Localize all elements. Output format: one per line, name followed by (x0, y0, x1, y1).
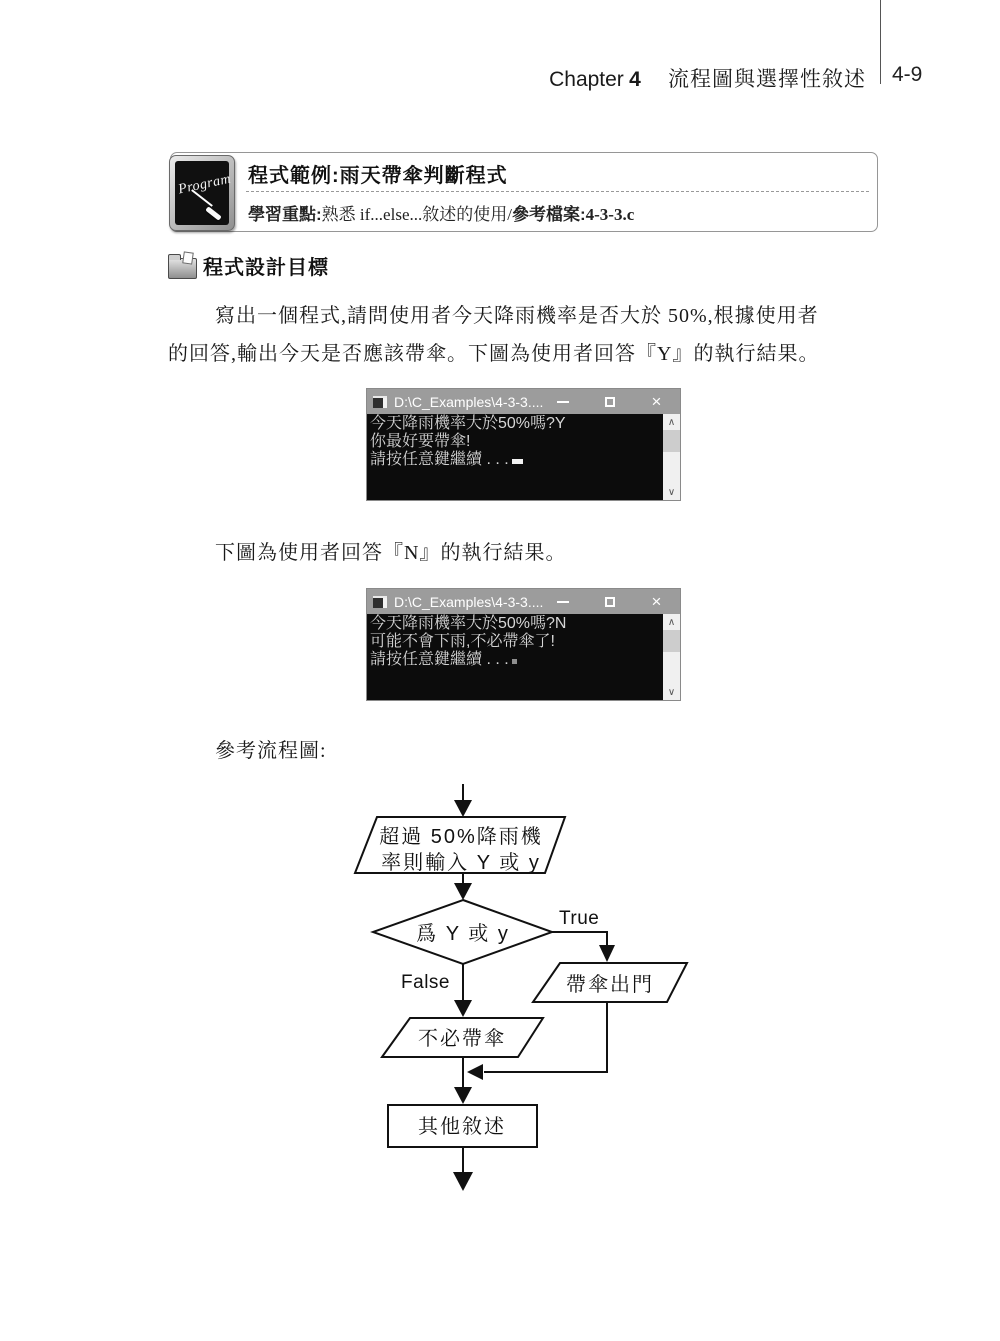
maximize-button[interactable] (586, 389, 633, 414)
minimize-icon (557, 601, 569, 603)
chapter-title: 流程圖與選擇性敘述 (668, 67, 866, 91)
minimize-icon (557, 401, 569, 403)
example-title: 程式範例:雨天帶傘判斷程式 (248, 165, 508, 187)
arrowhead-down-icon (454, 1000, 472, 1017)
folder-sheet (182, 251, 194, 264)
maximize-icon (605, 597, 615, 607)
decision-text: 爲 Y 或 y (416, 923, 510, 945)
chapter-label: Chapter (549, 68, 624, 91)
example-subtitle (248, 200, 634, 225)
scroll-down-icon[interactable]: ∨ (667, 686, 676, 698)
maximize-icon (605, 397, 615, 407)
console-line: 今天降雨機率大於50%嗎?N (370, 615, 567, 632)
folder-icon (168, 258, 197, 279)
console-title: D:\C_Examples\4-3-3.... (394, 593, 544, 610)
arrowhead-left-icon (467, 1064, 483, 1080)
paragraph-line: 的回答,輸出今天是否應該帶傘。下圖為使用者回答『Y』的執行結果。 (168, 343, 820, 365)
minimize-button[interactable] (539, 589, 586, 614)
console-app-icon-pane (383, 598, 387, 608)
true-label: True (559, 908, 600, 929)
console-line: 可能不會下雨,不必帶傘了! (370, 633, 555, 650)
scrollbar-thumb[interactable] (663, 630, 680, 652)
focus-label: 學習重點: (248, 205, 322, 224)
arrowhead-down-icon (454, 1087, 472, 1104)
window-controls (539, 389, 680, 414)
chalk-stick-icon (205, 206, 221, 220)
console-line (370, 651, 663, 669)
console-output (367, 414, 663, 500)
text-cursor (512, 659, 517, 664)
arrowhead-down-icon (454, 883, 472, 900)
minimize-button[interactable] (539, 389, 586, 414)
file-name: 4-3-3.c (585, 205, 635, 224)
chalkboard-word: Program (176, 171, 233, 198)
console-title: D:\C_Examples\4-3-3.... (394, 393, 544, 410)
file-label: 參考檔案: (511, 205, 586, 224)
console-line-text: 請按任意鍵繼續 . . . (370, 451, 509, 468)
close-icon: × (651, 392, 662, 411)
flowchart-caption: 參考流程圖: (215, 740, 327, 762)
arrowhead-down-icon (454, 800, 472, 817)
scrollbar[interactable] (663, 614, 680, 700)
focus-text: 熟悉 if...else...敘述的使用/ (321, 205, 512, 224)
scrollbar[interactable] (663, 414, 680, 500)
chapter-header (549, 63, 866, 93)
io-false-text: 不必帶傘 (418, 1028, 506, 1050)
console-app-icon-pane (383, 398, 387, 408)
console-window-y (366, 388, 681, 501)
example-divider (246, 191, 869, 192)
scroll-up-icon[interactable]: ∧ (667, 416, 676, 428)
console-line (370, 451, 663, 469)
console-output (367, 614, 663, 700)
window-controls (539, 589, 680, 614)
header-divider (880, 0, 881, 84)
close-button[interactable] (633, 389, 680, 414)
scrollbar-thumb[interactable] (663, 430, 680, 452)
console-app-icon (373, 596, 387, 608)
console-app-icon (373, 396, 387, 408)
chapter-number: 4 (629, 68, 641, 91)
console-line-text: 請按任意鍵繼續 . . . (370, 651, 509, 668)
arrowhead-down-icon (599, 945, 615, 962)
text-cursor (512, 459, 523, 464)
program-example-box (170, 152, 878, 232)
close-icon: × (651, 592, 662, 611)
scroll-down-icon[interactable]: ∨ (667, 486, 676, 498)
close-button[interactable] (633, 589, 680, 614)
paragraph-line: 寫出一個程式,請問使用者今天降雨機率是否大於 50%,根據使用者 (215, 305, 819, 327)
section-title: 程式設計目標 (203, 257, 329, 279)
console-titlebar[interactable] (367, 389, 680, 414)
false-label: False (401, 972, 450, 993)
page-number: 4-9 (892, 63, 923, 86)
program-chalkboard-icon (169, 155, 235, 231)
io-input-text-line1: 超過 50%降雨機 (379, 826, 543, 848)
console-titlebar[interactable] (367, 589, 680, 614)
console-line: 今天降雨機率大於50%嗎?Y (370, 415, 566, 432)
process-text: 其他敘述 (418, 1116, 506, 1138)
scroll-up-icon[interactable]: ∧ (667, 616, 676, 628)
console-window-n (366, 588, 681, 701)
maximize-button[interactable] (586, 589, 633, 614)
arrowhead-down-icon (453, 1172, 473, 1191)
chalkboard-surface (175, 161, 233, 225)
folder-tab (168, 254, 181, 260)
console-line: 你最好要帶傘! (370, 433, 471, 450)
flowchart (330, 780, 730, 1200)
true-branch-line (552, 932, 607, 946)
io-true-text: 帶傘出門 (566, 974, 654, 996)
io-input-text-line2: 率則輸入 Y 或 y (381, 852, 541, 874)
caption-answer-n: 下圖為使用者回答『N』的執行結果。 (215, 542, 567, 564)
